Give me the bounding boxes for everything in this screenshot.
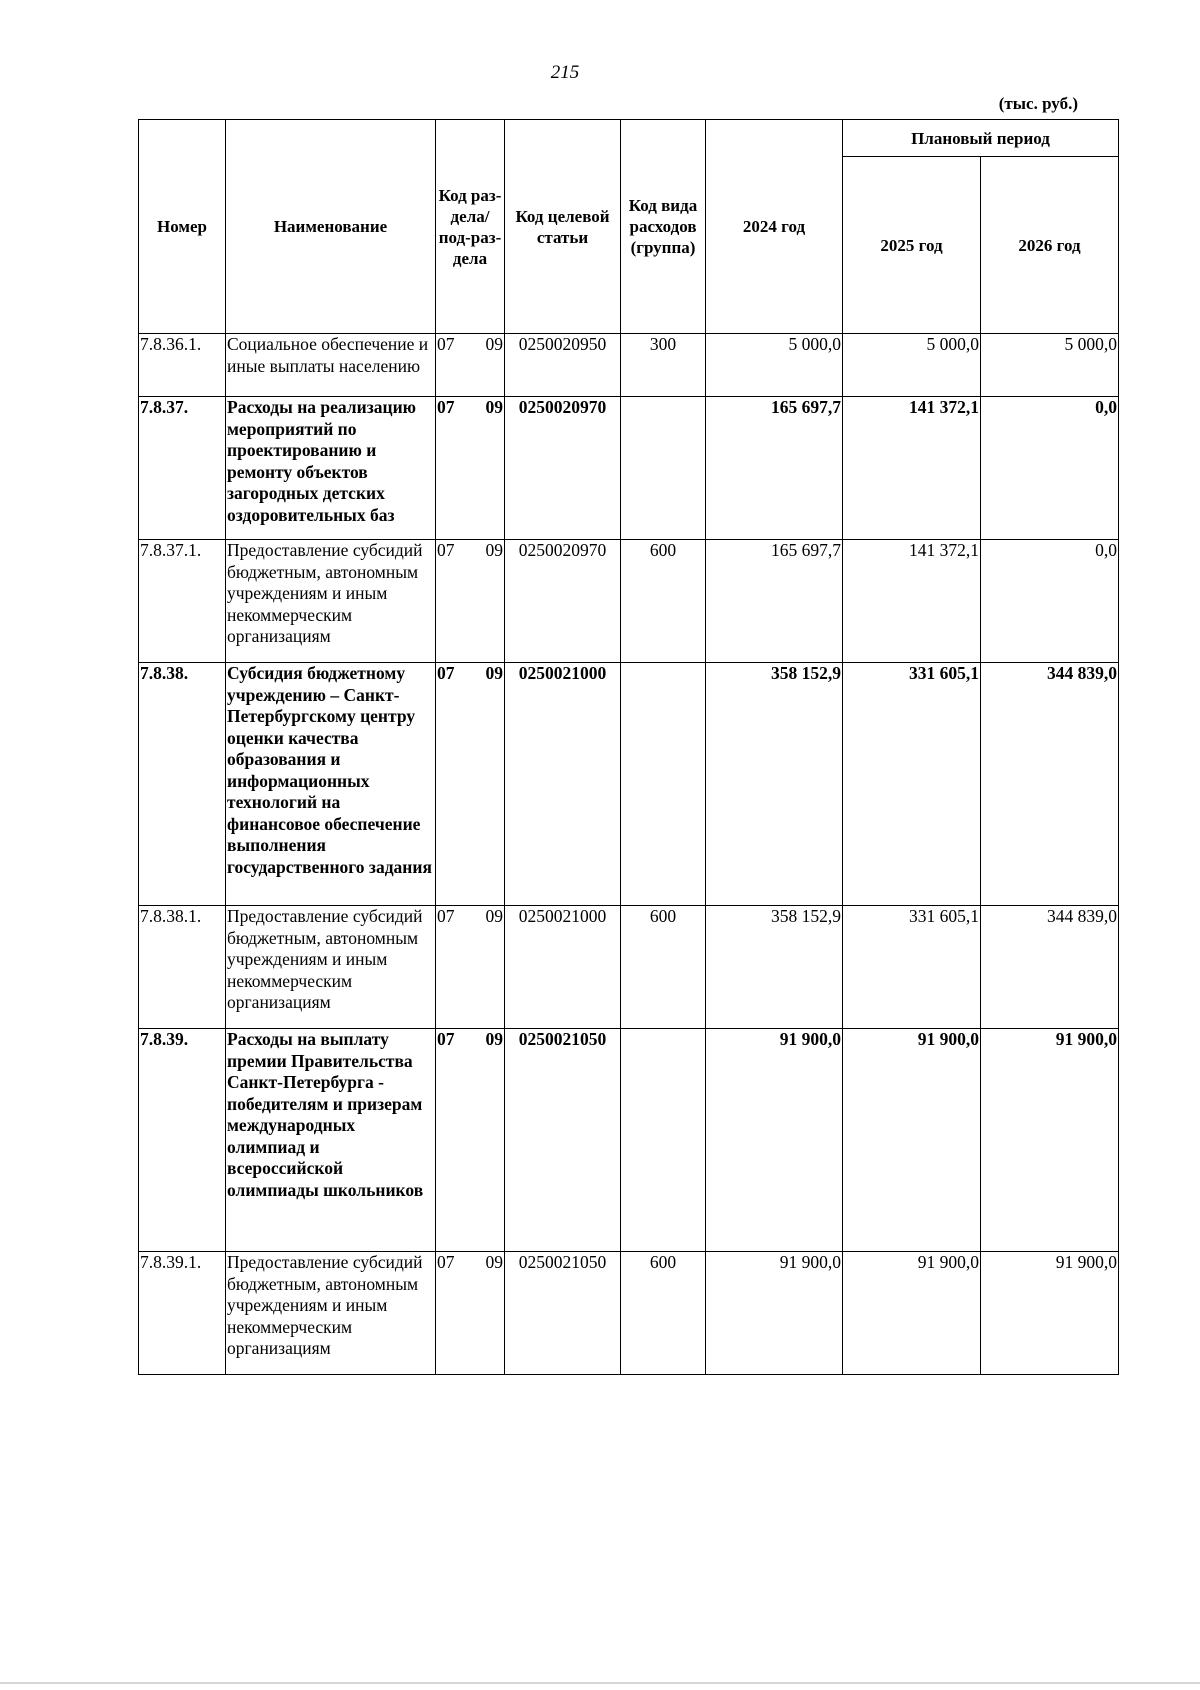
header-target-code: Код целевой статьи [505,120,621,334]
row-podrazdel: 09 [485,540,503,560]
header-planning-period: Плановый период [843,120,1119,157]
row-section-code [436,1029,505,1252]
row-razdel: 07 [437,397,455,417]
row-number: 7.8.37. [139,397,226,540]
row-target-code: 0250021050 [505,1029,621,1252]
row-amount-2025: 141 372,1 [843,540,981,663]
row-expense-type: 300 [621,334,706,397]
row-section-code [436,334,505,397]
row-amount-2026: 91 900,0 [981,1029,1119,1252]
row-razdel: 07 [437,540,455,560]
table-row [139,663,1119,906]
row-amount-2026: 344 839,0 [981,906,1119,1029]
row-amount-2026: 91 900,0 [981,1252,1119,1375]
row-amount-2025: 331 605,1 [843,906,981,1029]
row-number: 7.8.39.1. [139,1252,226,1375]
row-target-code: 0250021050 [505,1252,621,1375]
row-podrazdel: 09 [485,663,503,683]
header-section-code: Код раз-дела/ под-раз-дела [436,120,505,334]
row-amount-2025: 5 000,0 [843,334,981,397]
row-target-code: 0250020970 [505,540,621,663]
header-expense-type: Код вида расходов (группа) [621,120,706,334]
row-section-code [436,906,505,1029]
row-target-code: 0250020950 [505,334,621,397]
row-name: Субсидия бюджетному учреждению – Санкт-Петербургскому центру оценки качества образования и информационных технологий на финансовое обеспечение выполнения государственного задания [226,663,436,906]
row-razdel: 07 [437,1252,455,1272]
row-expense-type: 600 [621,906,706,1029]
row-razdel: 07 [437,906,455,926]
row-amount-2026: 0,0 [981,540,1119,663]
row-amount-2025: 91 900,0 [843,1252,981,1375]
table-row [139,540,1119,663]
row-expense-type [621,397,706,540]
row-amount-2024: 91 900,0 [706,1252,843,1375]
budget-table [138,119,1119,1375]
row-amount-2024: 91 900,0 [706,1029,843,1252]
row-number: 7.8.39. [139,1029,226,1252]
row-number: 7.8.38.1. [139,906,226,1029]
table-row [139,397,1119,540]
row-podrazdel: 09 [485,906,503,926]
row-amount-2024: 5 000,0 [706,334,843,397]
row-number: 7.8.38. [139,663,226,906]
row-razdel: 07 [437,1029,455,1049]
header-year-2024: 2024 год [706,120,843,334]
row-razdel: 07 [437,334,455,354]
row-razdel: 07 [437,663,455,683]
row-number: 7.8.37.1. [139,540,226,663]
table-row [139,334,1119,397]
header-name: Наименование [226,120,436,334]
row-amount-2025: 331 605,1 [843,663,981,906]
row-target-code: 0250020970 [505,397,621,540]
row-amount-2024: 358 152,9 [706,906,843,1029]
row-name: Расходы на реализацию мероприятий по проектированию и ремонту объектов загородных детских оздоровительных баз [226,397,436,540]
row-expense-type [621,1029,706,1252]
table-row [139,906,1119,1029]
row-target-code: 0250021000 [505,906,621,1029]
row-amount-2024: 165 697,7 [706,397,843,540]
row-expense-type: 600 [621,540,706,663]
row-section-code [436,1252,505,1375]
row-name: Предоставление субсидий бюджетным, автономным учреждениям и иным некоммерческим организациям [226,1252,436,1375]
row-section-code [436,397,505,540]
row-amount-2025: 91 900,0 [843,1029,981,1252]
row-expense-type [621,663,706,906]
row-name: Предоставление субсидий бюджетным, автономным учреждениям и иным некоммерческим организациям [226,906,436,1029]
header-year-2026: 2026 год [981,157,1119,334]
row-name: Социальное обеспечение и иные выплаты населению [226,334,436,397]
page-number: 215 [550,62,580,83]
row-target-code: 0250021000 [505,663,621,906]
table-body [139,334,1119,1375]
row-name: Предоставление субсидий бюджетным, автономным учреждениям и иным некоммерческим организациям [226,540,436,663]
table-row [139,1029,1119,1252]
row-name: Расходы на выплату премии Правительства Санкт-Петербурга - победителям и призерам международных олимпиад и всероссийской олимпиады школьников [226,1029,436,1252]
table-row [139,1252,1119,1375]
row-amount-2026: 0,0 [981,397,1119,540]
row-expense-type: 600 [621,1252,706,1375]
row-amount-2024: 358 152,9 [706,663,843,906]
scan-edge-line [0,1682,1200,1684]
row-podrazdel: 09 [485,334,503,354]
row-amount-2026: 5 000,0 [981,334,1119,397]
row-number: 7.8.36.1. [139,334,226,397]
row-section-code [436,663,505,906]
row-amount-2024: 165 697,7 [706,540,843,663]
row-amount-2026: 344 839,0 [981,663,1119,906]
row-podrazdel: 09 [485,1029,503,1049]
units-label: (тыс. руб.) [998,94,1078,113]
row-amount-2025: 141 372,1 [843,397,981,540]
row-podrazdel: 09 [485,1252,503,1272]
header-number: Номер [139,120,226,334]
header-year-2025: 2025 год [843,157,981,334]
row-podrazdel: 09 [485,397,503,417]
row-section-code [436,540,505,663]
